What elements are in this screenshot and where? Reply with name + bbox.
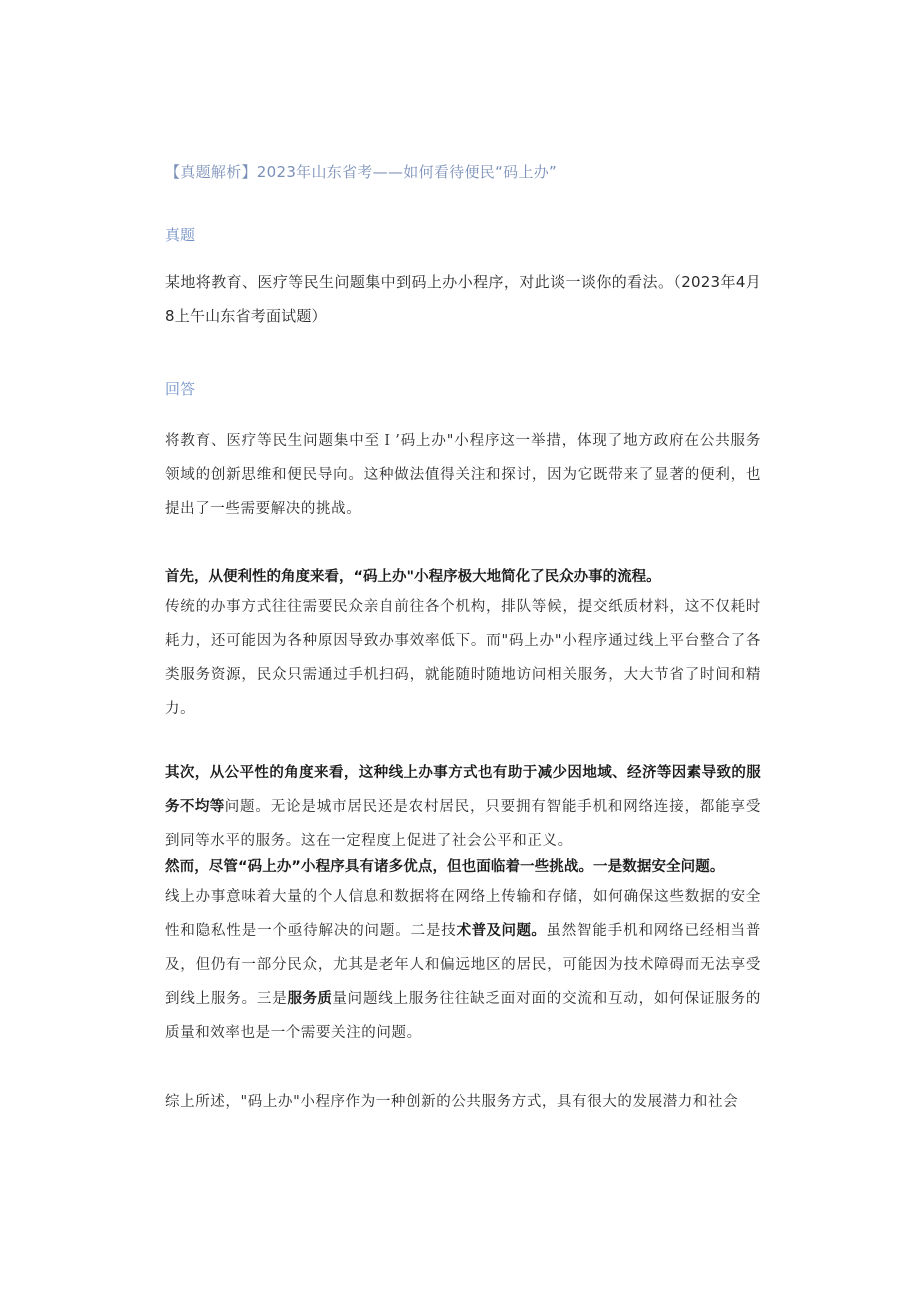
point1-body: 传统的办事方式往往需要民众亲自前往各个机构，排队等候，提交纸质材料，这不仅耗时耗力，还可能因为各种原因导致办事效率低下。而"码上办"小程序通过线上平台整合了各类服务资源，民众只需通过手机扫码，就能随时随地访问相关服务，大大节省了时间和精力。 xyxy=(165,599,761,717)
point3-body-c: 量问题线上服务往往缺乏面对面的交流和互动，如何保证服务的质量和效率也是一个需要关注的问题。 xyxy=(165,991,761,1041)
section-label-answer: 回答 xyxy=(165,380,196,398)
conclusion-paragraph: 综上所述，"码上办"小程序作为一种创新的公共服务方式，具有很大的发展潜力和社会 xyxy=(165,1094,739,1110)
question-text: 某地将教育、医疗等民生问题集中到码上办小程序，对此谈一谈你的看法。（2023年4月8上午山东省考面试题） xyxy=(165,273,761,325)
intro-paragraph: 将教育、医疗等民生问题集中至Ｉ’码上办"小程序这一举措，体现了地方政府在公共服务领域的创新思维和便民导向。这种做法值得关注和探讨，因为它既带来了显著的便利，也提出了一些需要解决的挑战。 xyxy=(165,433,761,517)
point2-paragraph xyxy=(165,756,761,858)
point3-body-b: 虽然智能手机和网络已经相当普及，但仍有一部分民众，尤其是老年人和偏远地区的居民，可能因为技术障碍而无法享受到线上服务。三是 xyxy=(165,923,761,1007)
point3-body-a: 线上办事意味着大量的个人信息和数据将在网络上传输和存储，如何确保这些数据的安全性和隐私性是一个亟待解决的问题。二是技 xyxy=(165,889,761,939)
point3-body xyxy=(165,880,761,1050)
point3-heading: 然而，尽管“码上办”小程序具有诸多优点，但也面临着一些挑战。一是数据安全问题。 xyxy=(165,859,725,875)
point3-bold-c: 服务质 xyxy=(287,991,333,1007)
point2-bold-lead: 其次，从公平性的角度来看，这种线上办事方式也有助于减少因地域、经济等因素导致的服务不均等 xyxy=(165,765,761,815)
document-title: 【真题解析】2023年山东省考——如何看待便民“码上办” xyxy=(165,163,558,181)
point2-body: 问题。无论是城市居民还是农村居民，只要拥有智能手机和网络连接，都能享受到同等水平的服务。这在一定程度上促进了社会公平和正义。 xyxy=(165,799,761,849)
point1-heading: 首先，从便利性的角度来看，“码上办"小程序极大地简化了民众办事的流程。 xyxy=(165,569,661,585)
point3-bold-b: 术普及问题。 xyxy=(456,923,547,939)
section-label-question: 真题 xyxy=(165,226,196,244)
